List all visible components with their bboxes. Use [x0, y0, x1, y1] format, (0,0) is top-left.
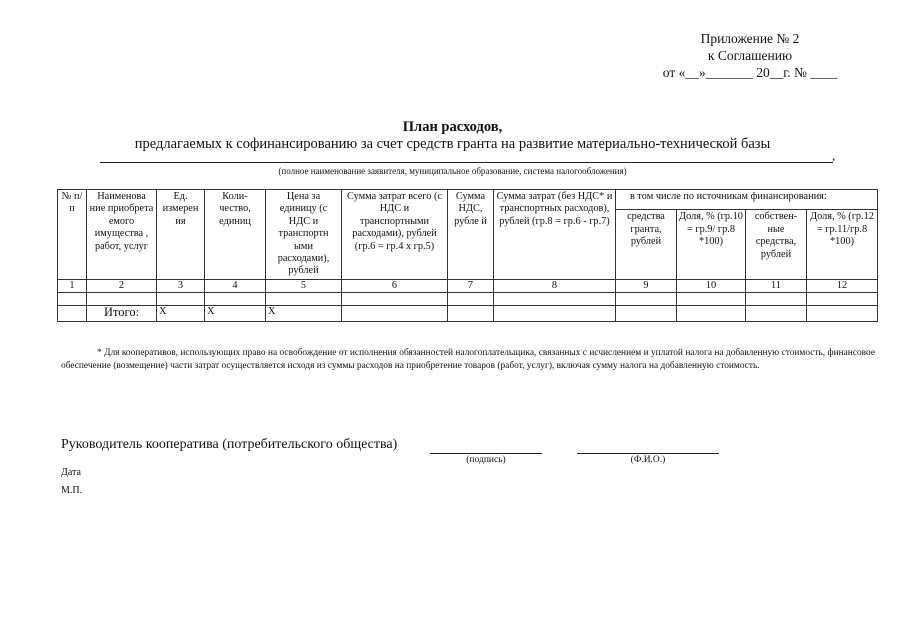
column-number: 5	[266, 279, 342, 292]
appendix-agreement: к Соглашению	[707, 48, 793, 63]
expense-plan-table	[57, 189, 878, 322]
col-header-total-cost: Сумма затрат всего (с НДС и транспортными расходами), рублей (гр.6 = гр.4 х гр.5)	[342, 190, 448, 280]
col-header-cost-without-vat: Сумма затрат (без НДС* и транспортных расходов), рублей (гр.8 = гр.6 - гр.7)	[494, 190, 616, 280]
column-number: 12	[807, 279, 878, 292]
table-cell[interactable]	[807, 293, 878, 306]
col-header-grant-funds: средства гранта, рублей	[616, 210, 677, 280]
full-name-line[interactable]	[577, 453, 719, 454]
total-label: Итого:	[87, 306, 157, 322]
col-header-number: № п/п	[58, 190, 87, 280]
full-name-caption: (Ф.И.О.)	[630, 455, 666, 465]
stamp-place-label: М.П.	[61, 485, 83, 496]
total-cell[interactable]	[616, 306, 677, 322]
total-cell	[58, 306, 87, 322]
col-header-quantity: Коли- чество, единиц	[205, 190, 266, 280]
applicant-fill-line	[100, 162, 833, 163]
column-number: 3	[157, 279, 205, 292]
fill-line-comma: ,	[832, 148, 836, 163]
date-label: Дата	[61, 467, 81, 478]
appendix-number: Приложение № 2	[700, 31, 800, 46]
column-number: 2	[87, 279, 157, 292]
table-cell[interactable]	[157, 293, 205, 306]
column-numbers-row	[58, 279, 878, 292]
appendix-date-number: от «__»_______ 20__г. № ____	[662, 65, 838, 80]
col-header-own-share: Доля, % (гр.12 = гр.11/гр.8 *100)	[807, 210, 878, 280]
total-quantity-x: X	[205, 306, 266, 322]
table-cell[interactable]	[266, 293, 342, 306]
table-cell[interactable]	[448, 293, 494, 306]
document-subtitle: предлагаемых к софинансированию за счет средств гранта на развитие материально-технической базы	[134, 136, 771, 152]
column-number: 10	[677, 279, 746, 292]
table-cell[interactable]	[58, 293, 87, 306]
table-header-row	[58, 190, 878, 210]
col-header-own-funds: собствен- ные средства, рублей	[746, 210, 807, 280]
applicant-fill-caption: (полное наименование заявителя, муниципальное образование, система налогообложения)	[278, 166, 627, 176]
document-title: План расходов,	[402, 119, 503, 135]
total-row	[58, 306, 878, 322]
total-cell[interactable]	[677, 306, 746, 322]
total-cell[interactable]	[807, 306, 878, 322]
col-header-grant-share: Доля, % (гр.10 = гр.9/ гр.8 *100)	[677, 210, 746, 280]
col-header-financing-sources: в том числе по источникам финансирования:	[616, 190, 878, 210]
column-number: 9	[616, 279, 677, 292]
column-number: 11	[746, 279, 807, 292]
table-cell[interactable]	[746, 293, 807, 306]
head-of-cooperative-label: Руководитель кооператива (потребительского общества)	[61, 437, 398, 452]
total-unit-x: X	[157, 306, 205, 322]
table-cell[interactable]	[494, 293, 616, 306]
total-cell[interactable]	[448, 306, 494, 322]
column-number: 7	[448, 279, 494, 292]
signature-caption: (подпись)	[466, 455, 506, 465]
signature-line[interactable]	[430, 453, 542, 454]
column-number: 6	[342, 279, 448, 292]
table-cell[interactable]	[616, 293, 677, 306]
table-cell[interactable]	[342, 293, 448, 306]
table-cell[interactable]	[87, 293, 157, 306]
column-number: 8	[494, 279, 616, 292]
col-header-vat: Сумма НДС, рубле й	[448, 190, 494, 280]
col-header-unit: Ед. измерен ия	[157, 190, 205, 280]
total-cell[interactable]	[746, 306, 807, 322]
col-header-unit-price: Цена за единицу (с НДС и транспортн ыми расходами), рублей	[266, 190, 342, 280]
col-header-name: Наименова ние приобрета емого имущества , работ, услуг	[87, 190, 157, 280]
total-price-x: X	[266, 306, 342, 322]
total-cell[interactable]	[342, 306, 448, 322]
column-number: 4	[205, 279, 266, 292]
appendix-header	[600, 30, 900, 81]
table-cell[interactable]	[205, 293, 266, 306]
total-cell[interactable]	[494, 306, 616, 322]
column-number: 1	[58, 279, 87, 292]
table-row	[58, 293, 878, 306]
vat-footnote: * Для кооперативов, использующих право на освобождение от исполнения обязанностей налогоплательщика, связанных с исчислением и уплатой налога на добавленную стоимость, финансовое обеспечение (возмещение) части затрат осуществляется исходя из суммы расходов на приобретение товаров (работ, услуг), включая сумму налога на добавленную стоимость.	[61, 348, 875, 371]
table-cell[interactable]	[677, 293, 746, 306]
